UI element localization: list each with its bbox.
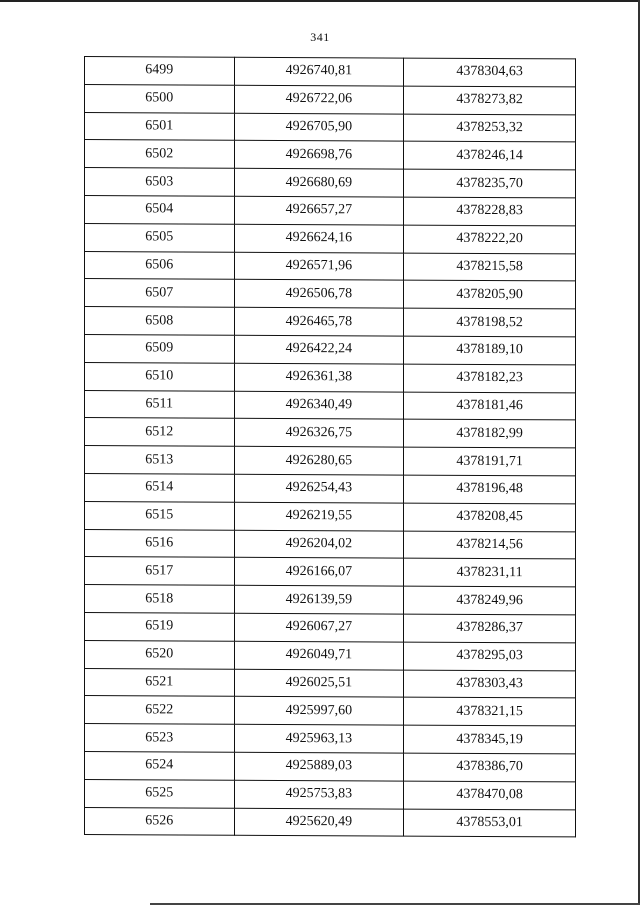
- x-coordinate-cell: 4926624,16: [234, 224, 404, 253]
- y-coordinate-cell: 4378182,99: [404, 419, 576, 448]
- x-coordinate-cell: 4926422,24: [234, 335, 404, 364]
- point-number-cell: 6519: [85, 612, 235, 641]
- table-row: [85, 112, 576, 142]
- table-row: [85, 529, 576, 559]
- x-coordinate-cell: 4926254,43: [234, 474, 404, 503]
- y-coordinate-cell: 4378345,19: [404, 725, 576, 754]
- x-coordinate-cell: 4926722,06: [234, 85, 404, 114]
- x-coordinate-cell: 4926361,38: [234, 363, 404, 392]
- point-number-cell: 6500: [85, 84, 235, 113]
- x-coordinate-cell: 4926340,49: [234, 391, 404, 420]
- y-coordinate-cell: 4378231,11: [404, 558, 576, 587]
- table-row: [85, 57, 576, 87]
- table-row: [85, 779, 576, 809]
- point-number-cell: 6506: [85, 251, 235, 280]
- point-number-cell: 6508: [85, 307, 235, 336]
- x-coordinate-cell: 4926680,69: [234, 168, 404, 197]
- table-row: [85, 724, 576, 754]
- coordinates-table-body: [85, 57, 576, 838]
- x-coordinate-cell: 4926705,90: [234, 113, 404, 142]
- x-coordinate-cell: 4926571,96: [234, 252, 404, 281]
- y-coordinate-cell: 4378321,15: [404, 697, 576, 726]
- point-number-cell: 6511: [85, 390, 235, 419]
- point-number-cell: 6518: [85, 585, 235, 614]
- x-coordinate-cell: 4926049,71: [234, 641, 404, 670]
- x-coordinate-cell: 4926280,65: [234, 446, 404, 475]
- y-coordinate-cell: 4378295,03: [404, 642, 576, 671]
- table-row: [85, 557, 576, 587]
- x-coordinate-cell: 4926204,02: [234, 530, 404, 559]
- y-coordinate-cell: 4378205,90: [404, 280, 576, 309]
- y-coordinate-cell: 4378249,96: [404, 586, 576, 615]
- point-number-cell: 6524: [85, 751, 235, 780]
- x-coordinate-cell: 4926506,78: [234, 280, 404, 309]
- y-coordinate-cell: 4378215,58: [404, 253, 576, 282]
- point-number-cell: 6503: [85, 168, 235, 197]
- y-coordinate-cell: 4378304,63: [404, 58, 576, 87]
- point-number-cell: 6513: [85, 446, 235, 475]
- table-row: [85, 473, 576, 503]
- x-coordinate-cell: 4925963,13: [234, 724, 404, 753]
- point-number-cell: 6510: [85, 362, 235, 391]
- y-coordinate-cell: 4378470,08: [404, 781, 576, 810]
- point-number-cell: 6504: [85, 195, 235, 224]
- table-row: [85, 501, 576, 531]
- table-row: [85, 140, 576, 170]
- table-row: [85, 223, 576, 253]
- point-number-cell: 6499: [85, 57, 235, 86]
- x-coordinate-cell: 4926657,27: [234, 196, 404, 225]
- x-coordinate-cell: 4926219,55: [234, 502, 404, 531]
- table-row: [85, 418, 576, 448]
- table-row: [85, 362, 576, 392]
- table-row: [85, 279, 576, 309]
- y-coordinate-cell: 4378553,01: [404, 809, 576, 838]
- x-coordinate-cell: 4925889,03: [234, 752, 404, 781]
- table-row: [85, 195, 576, 225]
- point-number-cell: 6523: [85, 724, 235, 753]
- y-coordinate-cell: 4378235,70: [404, 169, 576, 198]
- y-coordinate-cell: 4378189,10: [404, 336, 576, 365]
- table-row: [85, 807, 576, 837]
- page-number: 341: [310, 30, 330, 44]
- point-number-cell: 6517: [85, 557, 235, 586]
- point-number-cell: 6505: [85, 223, 235, 252]
- y-coordinate-cell: 4378386,70: [404, 753, 576, 782]
- y-coordinate-cell: 4378191,71: [404, 447, 576, 476]
- x-coordinate-cell: 4925997,60: [234, 697, 404, 726]
- y-coordinate-cell: 4378198,52: [404, 308, 576, 337]
- point-number-cell: 6507: [85, 279, 235, 308]
- y-coordinate-cell: 4378273,82: [404, 86, 576, 115]
- x-coordinate-cell: 4926698,76: [234, 141, 404, 170]
- table-row: [85, 307, 576, 337]
- point-number-cell: 6512: [85, 418, 235, 447]
- x-coordinate-cell: 4926067,27: [234, 613, 404, 642]
- y-coordinate-cell: 4378214,56: [404, 531, 576, 560]
- y-coordinate-cell: 4378286,37: [404, 614, 576, 643]
- y-coordinate-cell: 4378222,20: [404, 225, 576, 254]
- point-number-cell: 6522: [85, 696, 235, 725]
- point-number-cell: 6514: [85, 473, 235, 502]
- x-coordinate-cell: 4925620,49: [234, 808, 404, 837]
- y-coordinate-cell: 4378182,23: [404, 364, 576, 393]
- x-coordinate-cell: 4926740,81: [234, 57, 404, 86]
- y-coordinate-cell: 4378253,32: [404, 114, 576, 143]
- table-row: [85, 84, 576, 114]
- table-row: [85, 446, 576, 476]
- y-coordinate-cell: 4378246,14: [404, 141, 576, 170]
- x-coordinate-cell: 4926139,59: [234, 585, 404, 614]
- y-coordinate-cell: 4378181,46: [404, 392, 576, 421]
- table-row: [85, 390, 576, 420]
- point-number-cell: 6509: [85, 334, 235, 363]
- table-row: [85, 696, 576, 726]
- x-coordinate-cell: 4926326,75: [234, 419, 404, 448]
- table-row: [85, 751, 576, 781]
- y-coordinate-cell: 4378208,45: [404, 503, 576, 532]
- point-number-cell: 6515: [85, 501, 235, 530]
- table-row: [85, 585, 576, 615]
- table-row: [85, 251, 576, 281]
- x-coordinate-cell: 4926465,78: [234, 307, 404, 336]
- table-row: [85, 668, 576, 698]
- table-row: [85, 168, 576, 198]
- point-number-cell: 6501: [85, 112, 235, 141]
- coordinates-table: [84, 56, 576, 838]
- scan-border-top: [0, 0, 640, 2]
- point-number-cell: 6520: [85, 640, 235, 669]
- point-number-cell: 6525: [85, 779, 235, 808]
- y-coordinate-cell: 4378303,43: [404, 670, 576, 699]
- table-row: [85, 612, 576, 642]
- point-number-cell: 6521: [85, 668, 235, 697]
- x-coordinate-cell: 4926025,51: [234, 669, 404, 698]
- table-row: [85, 334, 576, 364]
- point-number-cell: 6502: [85, 140, 235, 169]
- table-row: [85, 640, 576, 670]
- point-number-cell: 6526: [85, 807, 235, 836]
- x-coordinate-cell: 4925753,83: [234, 780, 404, 809]
- y-coordinate-cell: 4378228,83: [404, 197, 576, 226]
- x-coordinate-cell: 4926166,07: [234, 558, 404, 587]
- y-coordinate-cell: 4378196,48: [404, 475, 576, 504]
- point-number-cell: 6516: [85, 529, 235, 558]
